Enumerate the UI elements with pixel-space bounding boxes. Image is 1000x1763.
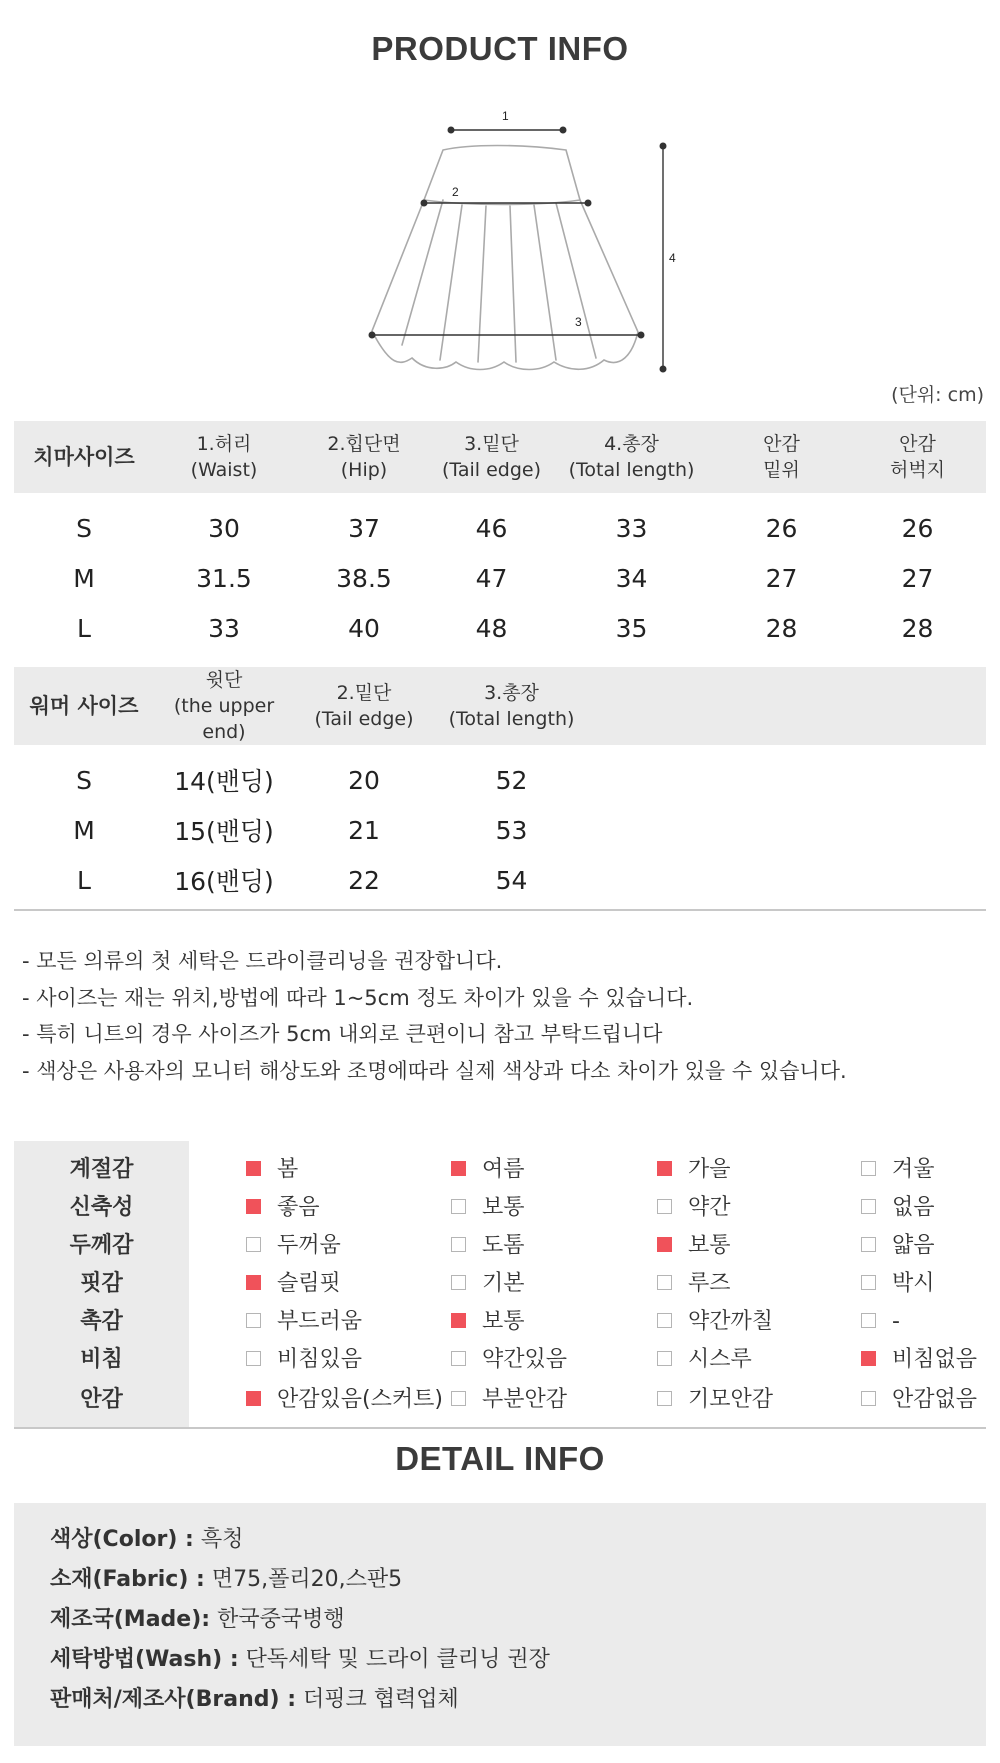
checked-box-icon (451, 1161, 466, 1176)
table-row (14, 503, 986, 553)
table-cell: M (73, 815, 95, 845)
table-cell: 47 (475, 563, 508, 593)
header-cell: 3.밑단 (Tail edge) (434, 421, 549, 493)
feel-option-label: 약간 (688, 1195, 731, 1220)
skirt-diagram (350, 100, 690, 380)
measure-label-2: 2 (452, 185, 459, 199)
detail-row-wash (50, 1645, 550, 1675)
fit-feel-table (14, 1141, 986, 1427)
feel-option-label: 가을 (688, 1157, 731, 1182)
feel-option (861, 1265, 935, 1303)
unchecked-box-icon (861, 1161, 876, 1176)
feel-option-label: - (892, 1309, 900, 1334)
unit-note: (단위: cm) (891, 384, 984, 406)
feel-row-touch (14, 1303, 986, 1341)
feel-option-label: 루즈 (688, 1271, 731, 1296)
feel-option (861, 1189, 935, 1227)
feel-row-thickness (14, 1227, 986, 1265)
unchecked-box-icon (451, 1199, 466, 1214)
feel-option (451, 1227, 525, 1265)
feel-label: 핏감 (80, 1271, 123, 1296)
table-cell: S (76, 765, 92, 795)
header-cell: 치마사이즈 (14, 421, 154, 493)
table-cell: 34 (615, 563, 648, 593)
feel-label: 두께감 (69, 1233, 134, 1258)
unchecked-box-icon (861, 1391, 876, 1406)
header-cell: 워머 사이즈 (14, 667, 154, 745)
table-cell: 27 (765, 563, 798, 593)
feel-option-label: 박시 (892, 1271, 935, 1296)
detail-key: 세탁방법(Wash) : (50, 1647, 239, 1672)
spacer (14, 493, 986, 503)
unchecked-box-icon (451, 1237, 466, 1252)
detail-key: 색상(Color) : (50, 1527, 194, 1552)
checked-box-icon (657, 1161, 672, 1176)
skirt-outline (372, 146, 638, 370)
unchecked-box-icon (657, 1199, 672, 1214)
detail-row-brand (50, 1685, 459, 1715)
table-cell: 33 (615, 513, 648, 543)
table-cell: L (77, 613, 91, 643)
feel-row-sheer (14, 1341, 986, 1379)
feel-option (657, 1341, 752, 1379)
feel-label: 촉감 (80, 1309, 123, 1334)
table-cell: 31.5 (196, 563, 252, 593)
feel-option (246, 1151, 298, 1189)
unchecked-box-icon (451, 1351, 466, 1366)
feel-option-label: 여름 (482, 1157, 525, 1182)
feel-option-label: 봄 (277, 1157, 299, 1182)
feel-option-label: 좋음 (277, 1195, 320, 1220)
table-cell: 20 (348, 765, 380, 795)
unchecked-box-icon (246, 1313, 261, 1328)
feel-option (657, 1227, 731, 1265)
feel-option (451, 1189, 525, 1227)
feel-option-label: 기모안감 (688, 1387, 774, 1412)
table-cell: 46 (475, 513, 508, 543)
section-divider (14, 909, 986, 911)
detail-value: 단독세탁 및 드라이 클리닝 권장 (245, 1647, 550, 1672)
detail-key: 소재(Fabric) : (50, 1567, 205, 1592)
feel-option (657, 1303, 773, 1341)
checked-box-icon (451, 1313, 466, 1328)
feel-option (246, 1265, 341, 1303)
note-item: - 사이즈는 재는 위치,방법에 따라 1~5cm 정도 차이가 있을 수 있습니다. (22, 985, 694, 1010)
feel-option-label: 슬림핏 (277, 1271, 341, 1296)
table-row (14, 755, 986, 805)
header-cell-empty (589, 667, 986, 745)
measure-label-3: 3 (575, 315, 582, 329)
note-item: - 특히 니트의 경우 사이즈가 5cm 내외로 큰편이니 참고 부탁드립니다 (22, 1022, 663, 1046)
table-cell (589, 755, 986, 805)
unchecked-box-icon (861, 1199, 876, 1214)
header-cell: 안감 밑위 (714, 421, 849, 493)
table-cell: 27 (901, 563, 934, 593)
feel-option (451, 1151, 525, 1189)
detail-value: 한국중국병행 (217, 1607, 345, 1632)
feel-row-fit (14, 1265, 986, 1303)
detail-key: 제조국(Made): (50, 1607, 211, 1632)
note-item: - 색상은 사용자의 모니터 해상도와 조명에따라 실제 색상과 다소 차이가 있을 수 있습니다. (22, 1058, 847, 1083)
table-cell: 38.5 (336, 563, 392, 593)
feel-option (657, 1265, 731, 1303)
table-cell: 53 (495, 815, 528, 845)
spacer (14, 745, 986, 755)
feel-row-stretch (14, 1189, 986, 1227)
checked-box-icon (657, 1237, 672, 1252)
table-cell: 54 (495, 865, 528, 895)
unchecked-box-icon (657, 1351, 672, 1366)
table-cell: 14(밴딩) (174, 767, 274, 796)
unchecked-box-icon (657, 1391, 672, 1406)
unchecked-box-icon (451, 1275, 466, 1290)
feel-option-label: 얇음 (892, 1233, 935, 1258)
table-row (14, 805, 986, 855)
header-cell: 1.허리 (Waist) (154, 421, 294, 493)
warmer-size-table (14, 667, 986, 905)
feel-option-label: 보통 (482, 1195, 525, 1220)
detail-value: 흑청 (200, 1527, 244, 1552)
unchecked-box-icon (246, 1351, 261, 1366)
detail-info-box (14, 1503, 986, 1746)
table-cell: 21 (348, 815, 380, 845)
table-header-row (14, 421, 986, 493)
table-cell: 16(밴딩) (174, 867, 274, 896)
feel-option-label: 비침없음 (892, 1347, 978, 1372)
detail-key: 판매처/제조사(Brand) : (50, 1687, 296, 1712)
table-cell: 26 (765, 513, 798, 543)
table-row (14, 553, 986, 603)
feel-option (657, 1381, 773, 1419)
feel-option (657, 1151, 731, 1189)
table-cell: S (76, 513, 92, 543)
table-cell: 33 (208, 613, 240, 643)
table-cell: M (73, 563, 95, 593)
header-cell: 4.총장 (Total length) (549, 421, 714, 493)
measure-lines (372, 130, 663, 369)
table-cell: 52 (495, 765, 528, 795)
feel-option-label: 두꺼움 (277, 1233, 341, 1258)
section-divider (14, 1427, 986, 1429)
table-cell: 35 (615, 613, 648, 643)
product-info-title: PRODUCT INFO (371, 30, 629, 67)
skirt-size-table (14, 421, 986, 653)
feel-option (246, 1381, 443, 1419)
feel-option-label: 부분안감 (482, 1387, 568, 1412)
measure-label-4: 4 (669, 251, 676, 265)
header-cell: 안감 허벅지 (849, 421, 986, 493)
detail-row-color (50, 1525, 243, 1555)
feel-label: 계절감 (69, 1157, 134, 1182)
unchecked-box-icon (246, 1237, 261, 1252)
feel-option (246, 1303, 362, 1341)
header-cell: 윗단 (the upper end) (154, 667, 294, 745)
feel-option (861, 1341, 977, 1379)
feel-option (657, 1189, 731, 1227)
table-cell: 30 (208, 513, 240, 543)
detail-value: 면75,폴리20,스판5 (211, 1567, 403, 1592)
care-notes (22, 943, 847, 1089)
table-cell (589, 855, 986, 905)
unchecked-box-icon (657, 1275, 672, 1290)
feel-row-season (14, 1151, 986, 1189)
feel-label: 비침 (80, 1347, 123, 1372)
feel-option (246, 1227, 341, 1265)
feel-option-label: 부드러움 (277, 1309, 363, 1334)
detail-info-title: DETAIL INFO (395, 1440, 605, 1477)
feel-option-label: 기본 (482, 1271, 525, 1296)
feel-option (451, 1341, 567, 1379)
header-cell: 2.힙단면 (Hip) (294, 421, 434, 493)
detail-row-fabric (50, 1565, 402, 1595)
header-cell: 3.총장 (Total length) (434, 667, 589, 745)
feel-option-label: 비침있음 (277, 1347, 363, 1372)
table-cell: 37 (348, 513, 380, 543)
table-cell: 28 (901, 613, 934, 643)
checked-box-icon (861, 1351, 876, 1366)
feel-option (861, 1381, 977, 1419)
feel-option-label: 도톰 (482, 1233, 525, 1258)
feel-option (451, 1265, 525, 1303)
unchecked-box-icon (451, 1391, 466, 1406)
table-cell: 28 (765, 613, 798, 643)
checked-box-icon (246, 1161, 261, 1176)
feel-option (451, 1381, 567, 1419)
feel-option-label: 시스루 (688, 1347, 752, 1372)
feel-row-lining (14, 1381, 986, 1419)
feel-option-label: 안감없음 (892, 1387, 978, 1412)
table-cell (589, 805, 986, 855)
table-cell: 26 (901, 513, 934, 543)
header-cell: 2.밑단 (Tail edge) (294, 667, 434, 745)
table-header-row (14, 667, 986, 745)
table-cell: 15(밴딩) (174, 817, 274, 846)
unchecked-box-icon (861, 1237, 876, 1252)
unchecked-box-icon (861, 1275, 876, 1290)
table-row (14, 603, 986, 653)
unchecked-box-icon (657, 1313, 672, 1328)
feel-option (246, 1341, 362, 1379)
feel-option-label: 약간있음 (482, 1347, 568, 1372)
table-cell: L (77, 865, 91, 895)
detail-value: 더핑크 협력업체 (303, 1687, 459, 1712)
table-cell: 22 (348, 865, 380, 895)
checked-box-icon (246, 1275, 261, 1290)
table-cell: 48 (475, 613, 508, 643)
feel-option-label: 없음 (892, 1195, 935, 1220)
feel-label: 신축성 (69, 1195, 134, 1220)
feel-label: 안감 (80, 1387, 123, 1412)
feel-option (861, 1303, 900, 1341)
feel-option (451, 1303, 525, 1341)
table-row (14, 855, 986, 905)
feel-option-label: 겨울 (892, 1157, 935, 1182)
feel-option-label: 보통 (482, 1309, 525, 1334)
feel-option-label: 안감있음(스커트) (277, 1387, 443, 1412)
feel-option (861, 1227, 935, 1265)
measure-label-1: 1 (502, 109, 509, 123)
feel-option-label: 약간까칠 (688, 1309, 774, 1334)
checked-box-icon (246, 1391, 261, 1406)
detail-row-made (50, 1605, 345, 1635)
checked-box-icon (246, 1199, 261, 1214)
table-cell: 40 (348, 613, 380, 643)
feel-option (861, 1151, 935, 1189)
feel-option (246, 1189, 320, 1227)
unchecked-box-icon (861, 1313, 876, 1328)
feel-option-label: 보통 (688, 1233, 731, 1258)
note-item: - 모든 의류의 첫 세탁은 드라이클리닝을 권장합니다. (22, 949, 503, 973)
